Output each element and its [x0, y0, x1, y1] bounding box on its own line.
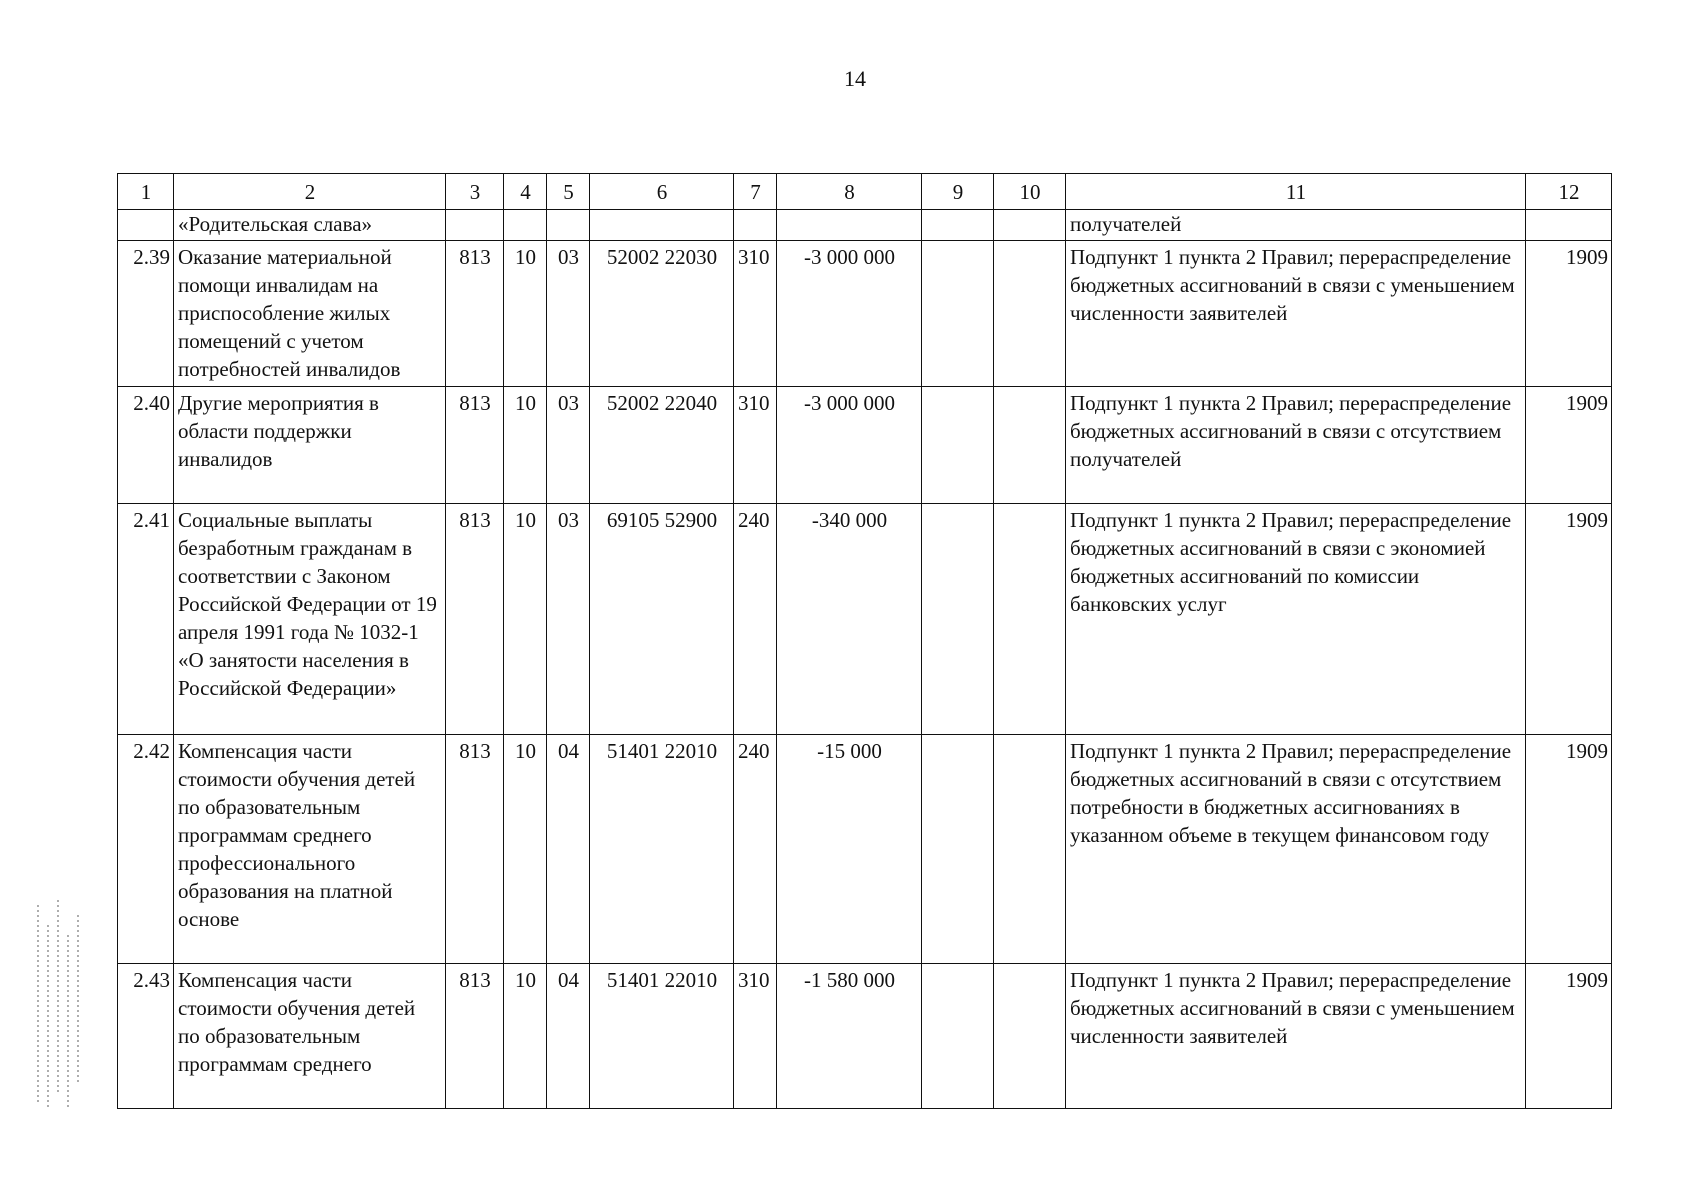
header-cell: 12: [1526, 174, 1612, 210]
code-cell: 310: [734, 964, 777, 1109]
table-header-row: [118, 174, 1612, 210]
row-number-cell: 2.39: [118, 241, 174, 387]
code-cell: 813: [446, 735, 504, 964]
table-cell: [590, 210, 734, 241]
code-cell: 10: [504, 735, 547, 964]
basis-cell: Подпункт 1 пункта 2 Правил; перераспределение бюджетных ассигнований в связи с уменьшением численности заявителей: [1066, 964, 1526, 1109]
table-cell: [547, 210, 590, 241]
code-cell: 1909: [1526, 964, 1612, 1109]
code-cell: 1909: [1526, 504, 1612, 735]
table-cell: [994, 964, 1066, 1109]
code-cell: 04: [547, 735, 590, 964]
table-cell: [446, 210, 504, 241]
code-cell: 1909: [1526, 241, 1612, 387]
table-row: [118, 735, 1612, 964]
code-cell: 240: [734, 504, 777, 735]
table-cell: [922, 241, 994, 387]
row-number-cell: 2.42: [118, 735, 174, 964]
item-name-cell: Оказание материальной помощи инвалидам на приспособление жилых помещений с учетом потребностей инвалидов: [174, 241, 446, 387]
table-cell: [922, 210, 994, 241]
header-cell: 8: [777, 174, 922, 210]
basis-cell: Подпункт 1 пункта 2 Правил; перераспределение бюджетных ассигнований в связи с отсутствием потребности в бюджетных ассигнованиях в указанном объеме в текущем финансовом году: [1066, 735, 1526, 964]
code-cell: 1909: [1526, 735, 1612, 964]
header-cell: 11: [1066, 174, 1526, 210]
row-number-cell: 2.43: [118, 964, 174, 1109]
code-cell: 10: [504, 241, 547, 387]
code-cell: 813: [446, 241, 504, 387]
header-cell: 3: [446, 174, 504, 210]
table-cell: [922, 735, 994, 964]
amount-cell: -15 000: [777, 735, 922, 964]
page-number: 14: [844, 66, 866, 91]
table-cell: [994, 387, 1066, 504]
table-cell: [734, 210, 777, 241]
code-cell: 04: [547, 964, 590, 1109]
item-name-cell: Социальные выплаты безработным гражданам в соответствии с Законом Российской Федерации от 19 апреля 1991 года № 1032-1 «О занятости населения в Российской Федерации»: [174, 504, 446, 735]
table-cell: [994, 210, 1066, 241]
code-cell: 240: [734, 735, 777, 964]
budget-table: [117, 173, 1612, 1109]
amount-cell: -3 000 000: [777, 387, 922, 504]
table-row: [118, 387, 1612, 504]
code-cell: 813: [446, 387, 504, 504]
code-cell: 813: [446, 964, 504, 1109]
basis-cell: Подпункт 1 пункта 2 Правил; перераспределение бюджетных ассигнований в связи с отсутствием получателей: [1066, 387, 1526, 504]
table-cell: [504, 210, 547, 241]
table-cell: [1526, 210, 1612, 241]
table-cell: [777, 210, 922, 241]
row-number-cell: 2.41: [118, 504, 174, 735]
code-cell: 51401 22010: [590, 735, 734, 964]
amount-cell: -340 000: [777, 504, 922, 735]
header-cell: 6: [590, 174, 734, 210]
code-cell: 813: [446, 504, 504, 735]
header-cell: 5: [547, 174, 590, 210]
basis-cell: получателей: [1066, 210, 1526, 241]
code-cell: 51401 22010: [590, 964, 734, 1109]
code-cell: 310: [734, 241, 777, 387]
continuation-row: [118, 210, 1612, 241]
code-cell: 10: [504, 387, 547, 504]
item-name-cell: Компенсация части стоимости обучения детей по образовательным программам среднего: [174, 964, 446, 1109]
item-name-cell: Компенсация части стоимости обучения детей по образовательным программам среднего профессионального образования на платной основе: [174, 735, 446, 964]
basis-cell: Подпункт 1 пункта 2 Правил; перераспределение бюджетных ассигнований в связи с экономией бюджетных ассигнований по комиссии банковских услуг: [1066, 504, 1526, 735]
code-cell: 69105 52900: [590, 504, 734, 735]
header-cell: 10: [994, 174, 1066, 210]
registration-stamp-icon: [30, 895, 90, 1115]
code-cell: 1909: [1526, 387, 1612, 504]
header-cell: 4: [504, 174, 547, 210]
table-row: [118, 504, 1612, 735]
basis-cell: Подпункт 1 пункта 2 Правил; перераспределение бюджетных ассигнований в связи с уменьшением численности заявителей: [1066, 241, 1526, 387]
item-name-cell: Другие мероприятия в области поддержки инвалидов: [174, 387, 446, 504]
code-cell: 03: [547, 241, 590, 387]
header-cell: 2: [174, 174, 446, 210]
header-cell: 1: [118, 174, 174, 210]
amount-cell: -3 000 000: [777, 241, 922, 387]
table-row: [118, 241, 1612, 387]
amount-cell: -1 580 000: [777, 964, 922, 1109]
code-cell: 03: [547, 387, 590, 504]
item-name-cell: «Родительская слава»: [174, 210, 446, 241]
table-cell: [994, 241, 1066, 387]
table-cell: [994, 735, 1066, 964]
table-cell: [922, 964, 994, 1109]
header-cell: 7: [734, 174, 777, 210]
code-cell: 52002 22040: [590, 387, 734, 504]
table-cell: [994, 504, 1066, 735]
row-number-cell: 2.40: [118, 387, 174, 504]
code-cell: 03: [547, 504, 590, 735]
table-row: [118, 964, 1612, 1109]
code-cell: 52002 22030: [590, 241, 734, 387]
code-cell: 10: [504, 964, 547, 1109]
code-cell: 310: [734, 387, 777, 504]
table-cell: [922, 387, 994, 504]
table-cell: [118, 210, 174, 241]
table-cell: [922, 504, 994, 735]
header-cell: 9: [922, 174, 994, 210]
code-cell: 10: [504, 504, 547, 735]
